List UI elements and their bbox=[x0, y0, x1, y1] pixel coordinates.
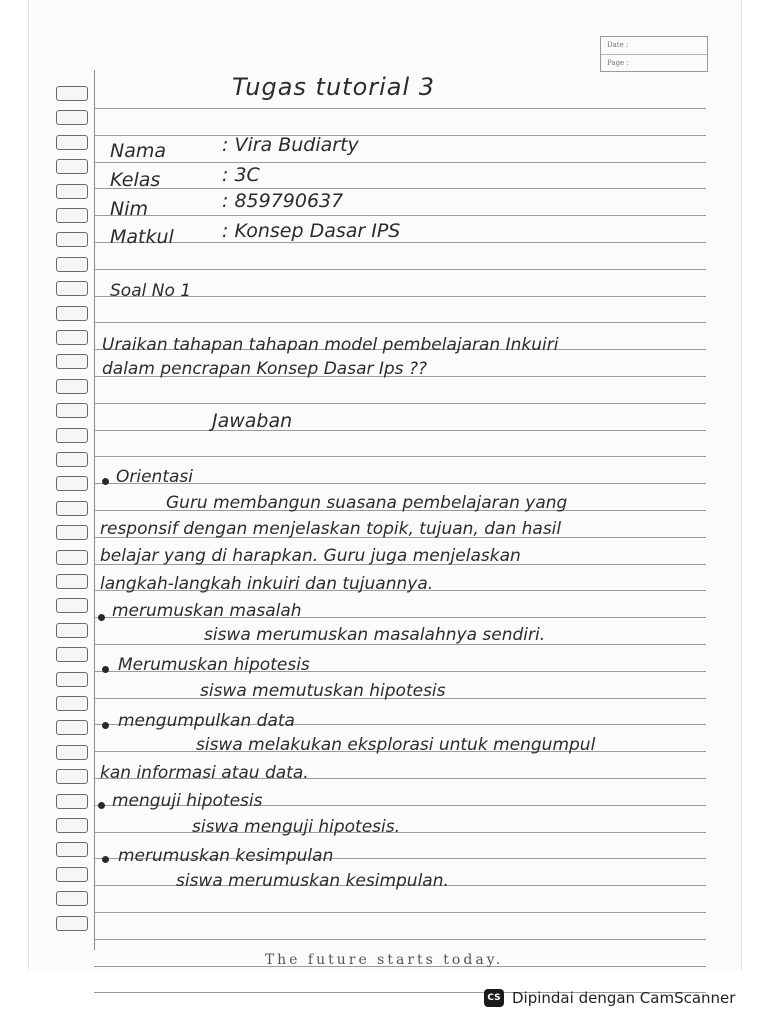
date-page-box bbox=[600, 36, 708, 72]
spiral-ring bbox=[56, 672, 88, 687]
mengumpulkan-data-line-1: siswa melakukan eksplorasi untuk mengumpul bbox=[196, 735, 596, 755]
spiral-ring bbox=[56, 623, 88, 638]
spiral-ring bbox=[56, 110, 88, 125]
spiral-ring bbox=[56, 184, 88, 199]
ruled-line bbox=[94, 162, 706, 163]
footer-tagline: The future starts today. bbox=[264, 952, 504, 968]
spiral-ring bbox=[56, 208, 88, 223]
matkul-label: Matkul bbox=[110, 226, 174, 248]
spiral-ring bbox=[56, 281, 88, 296]
spiral-ring bbox=[56, 330, 88, 345]
spiral-ring bbox=[56, 86, 88, 101]
spiral-ring bbox=[56, 794, 88, 809]
section-heading-menguji-hipotesis: menguji hipotesis bbox=[112, 791, 263, 811]
nim-label: Nim bbox=[110, 198, 148, 220]
spiral-ring bbox=[56, 452, 88, 467]
spiral-ring bbox=[56, 696, 88, 711]
orientasi-line-3: belajar yang di harapkan. Guru juga menjelaskan bbox=[100, 546, 521, 566]
orientasi-line-4: langkah-langkah inkuiri dan tujuannya. bbox=[100, 574, 434, 594]
kelas-label: Kelas bbox=[110, 169, 161, 191]
spiral-ring bbox=[56, 306, 88, 321]
answer-heading: Jawaban bbox=[212, 410, 293, 432]
spiral-ring bbox=[56, 769, 88, 784]
spiral-ring bbox=[56, 647, 88, 662]
camscanner-logo-icon: CS bbox=[484, 989, 504, 1007]
spiral-ring bbox=[56, 476, 88, 491]
page-label: Page : bbox=[601, 54, 707, 71]
spiral-ring bbox=[56, 501, 88, 516]
spiral-ring bbox=[56, 135, 88, 150]
ruled-line bbox=[94, 215, 706, 216]
matkul-value: : Konsep Dasar IPS bbox=[222, 220, 401, 242]
bullet-merumuskan-masalah bbox=[98, 614, 105, 621]
question-line-1: Uraikan tahapan tahapan model pembelajaran Inkuiri bbox=[102, 335, 559, 355]
question-line-2: dalam pencrapan Konsep Dasar Ips ?? bbox=[102, 359, 427, 379]
spiral-ring bbox=[56, 818, 88, 833]
question-number: Soal No 1 bbox=[110, 281, 192, 301]
spiral-ring bbox=[56, 720, 88, 735]
bullet-orientasi bbox=[102, 478, 109, 485]
ruled-line bbox=[94, 939, 706, 940]
spiral-ring bbox=[56, 745, 88, 760]
spiral-ring bbox=[56, 354, 88, 369]
ruled-line bbox=[94, 135, 706, 136]
ruled-line bbox=[94, 108, 706, 109]
ruled-line bbox=[94, 456, 706, 457]
ruled-line bbox=[94, 912, 706, 913]
orientasi-line-1: Guru membangun suasana pembelajaran yang bbox=[166, 493, 568, 513]
menguji-hipotesis-line-1: siswa menguji hipotesis. bbox=[192, 817, 401, 837]
ruled-line bbox=[94, 242, 706, 243]
bullet-menguji-hipotesis bbox=[98, 802, 105, 809]
spiral-ring bbox=[56, 379, 88, 394]
section-heading-merumuskan-hipotesis: Merumuskan hipotesis bbox=[118, 655, 310, 675]
merumuskan-kesimpulan-line-1: siswa merumuskan kesimpulan. bbox=[176, 871, 449, 891]
spiral-ring bbox=[56, 891, 88, 906]
spiral-ring bbox=[56, 525, 88, 540]
bullet-merumuskan-kesimpulan bbox=[102, 856, 109, 863]
spiral-ring bbox=[56, 550, 88, 565]
spiral-ring bbox=[56, 842, 88, 857]
mengumpulkan-data-line-2: kan informasi atau data. bbox=[100, 763, 309, 783]
spiral-ring bbox=[56, 428, 88, 443]
page-title: Tugas tutorial 3 bbox=[232, 73, 436, 101]
merumuskan-masalah-line-1: siswa merumuskan masalahnya sendiri. bbox=[204, 625, 546, 645]
nama-value: : Vira Budiarty bbox=[222, 134, 359, 156]
spiral-ring bbox=[56, 574, 88, 589]
spiral-ring bbox=[56, 867, 88, 882]
ruled-line bbox=[94, 188, 706, 189]
nim-value: : 859790637 bbox=[222, 190, 344, 212]
ruled-line bbox=[94, 430, 706, 431]
camscanner-text: Dipindai dengan CamScanner bbox=[512, 989, 736, 1007]
merumuskan-hipotesis-line-1: siswa memutuskan hipotesis bbox=[200, 681, 446, 701]
ruled-line bbox=[94, 403, 706, 404]
section-heading-merumuskan-kesimpulan: merumuskan kesimpulan bbox=[118, 846, 334, 866]
ruled-line bbox=[94, 269, 706, 270]
nama-label: Nama bbox=[110, 140, 167, 162]
bullet-mengumpulkan-data bbox=[102, 722, 109, 729]
camscanner-watermark bbox=[484, 988, 735, 1008]
section-heading-mengumpulkan-data: mengumpulkan data bbox=[118, 711, 295, 731]
spiral-ring bbox=[56, 916, 88, 931]
kelas-value: : 3C bbox=[222, 164, 260, 186]
bullet-merumuskan-hipotesis bbox=[102, 666, 109, 673]
ruled-line bbox=[94, 322, 706, 323]
spiral-ring bbox=[56, 159, 88, 174]
orientasi-line-2: responsif dengan menjelaskan topik, tujuan, dan hasil bbox=[100, 519, 562, 539]
spiral-ring bbox=[56, 598, 88, 613]
spiral-ring bbox=[56, 232, 88, 247]
section-heading-orientasi: Orientasi bbox=[116, 467, 193, 487]
section-heading-merumuskan-masalah: merumuskan masalah bbox=[112, 601, 302, 621]
date-label: Date : bbox=[607, 41, 629, 49]
spiral-ring bbox=[56, 403, 88, 418]
spiral-ring bbox=[56, 257, 88, 272]
